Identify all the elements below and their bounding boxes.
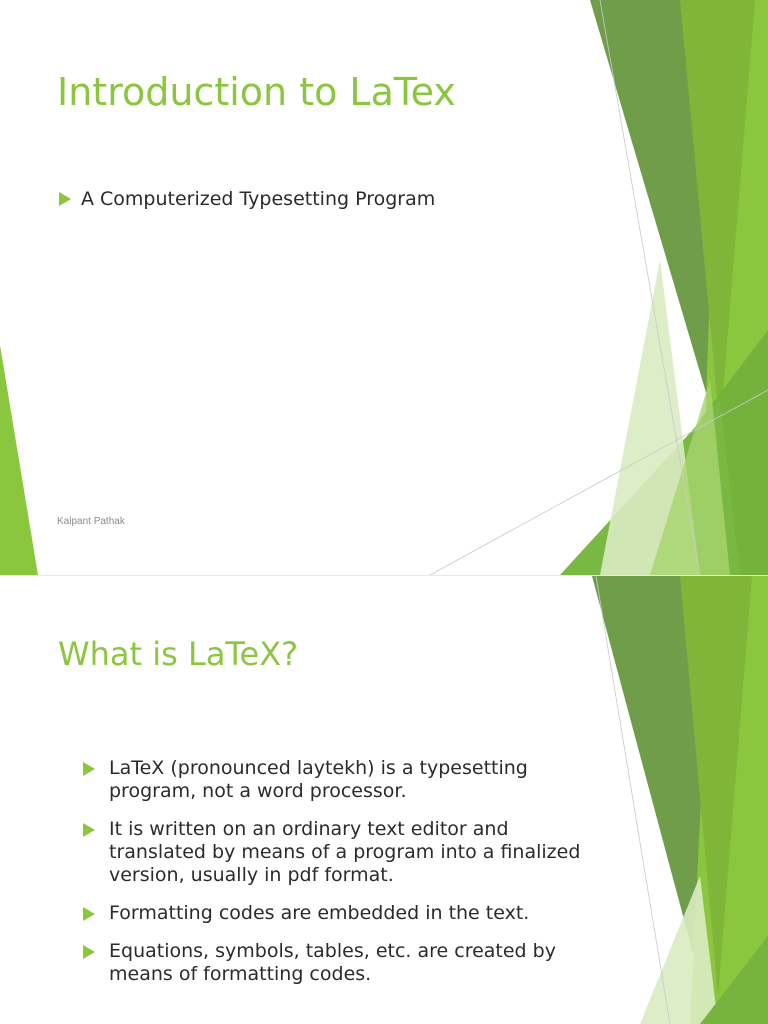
triangle-bullet-icon <box>83 907 95 921</box>
bullet-item <box>83 757 583 803</box>
slide-footer-author: Kalpant Pathak <box>57 516 125 527</box>
bullet-list <box>83 757 583 1001</box>
triangle-bullet-icon <box>83 945 95 959</box>
bullet-item <box>83 940 583 986</box>
triangle-bullet-icon <box>83 762 95 776</box>
bullet-text: LaTeX (pronounced laytekh) is a typesetting program, not a word processor. <box>109 757 528 802</box>
bullet-item <box>59 186 559 212</box>
bullet-text: A Computerized Typesetting Program <box>81 188 436 210</box>
bullet-text: Formatting codes are embedded in the text. <box>109 902 530 924</box>
bullet-item <box>83 818 583 887</box>
bullet-text: Equations, symbols, tables, etc. are created by means of formatting codes. <box>109 940 556 985</box>
slide-title: What is LaTeX? <box>58 635 299 673</box>
triangle-bullet-icon <box>83 823 95 837</box>
bullet-list <box>59 186 559 212</box>
bullet-text: It is written on an ordinary text editor and translated by means of a program into a finalized version, usually in pdf format. <box>109 818 581 886</box>
bullet-item <box>83 902 583 925</box>
triangle-bullet-icon <box>59 192 71 206</box>
slide-title: Introduction to LaTex <box>57 70 456 114</box>
